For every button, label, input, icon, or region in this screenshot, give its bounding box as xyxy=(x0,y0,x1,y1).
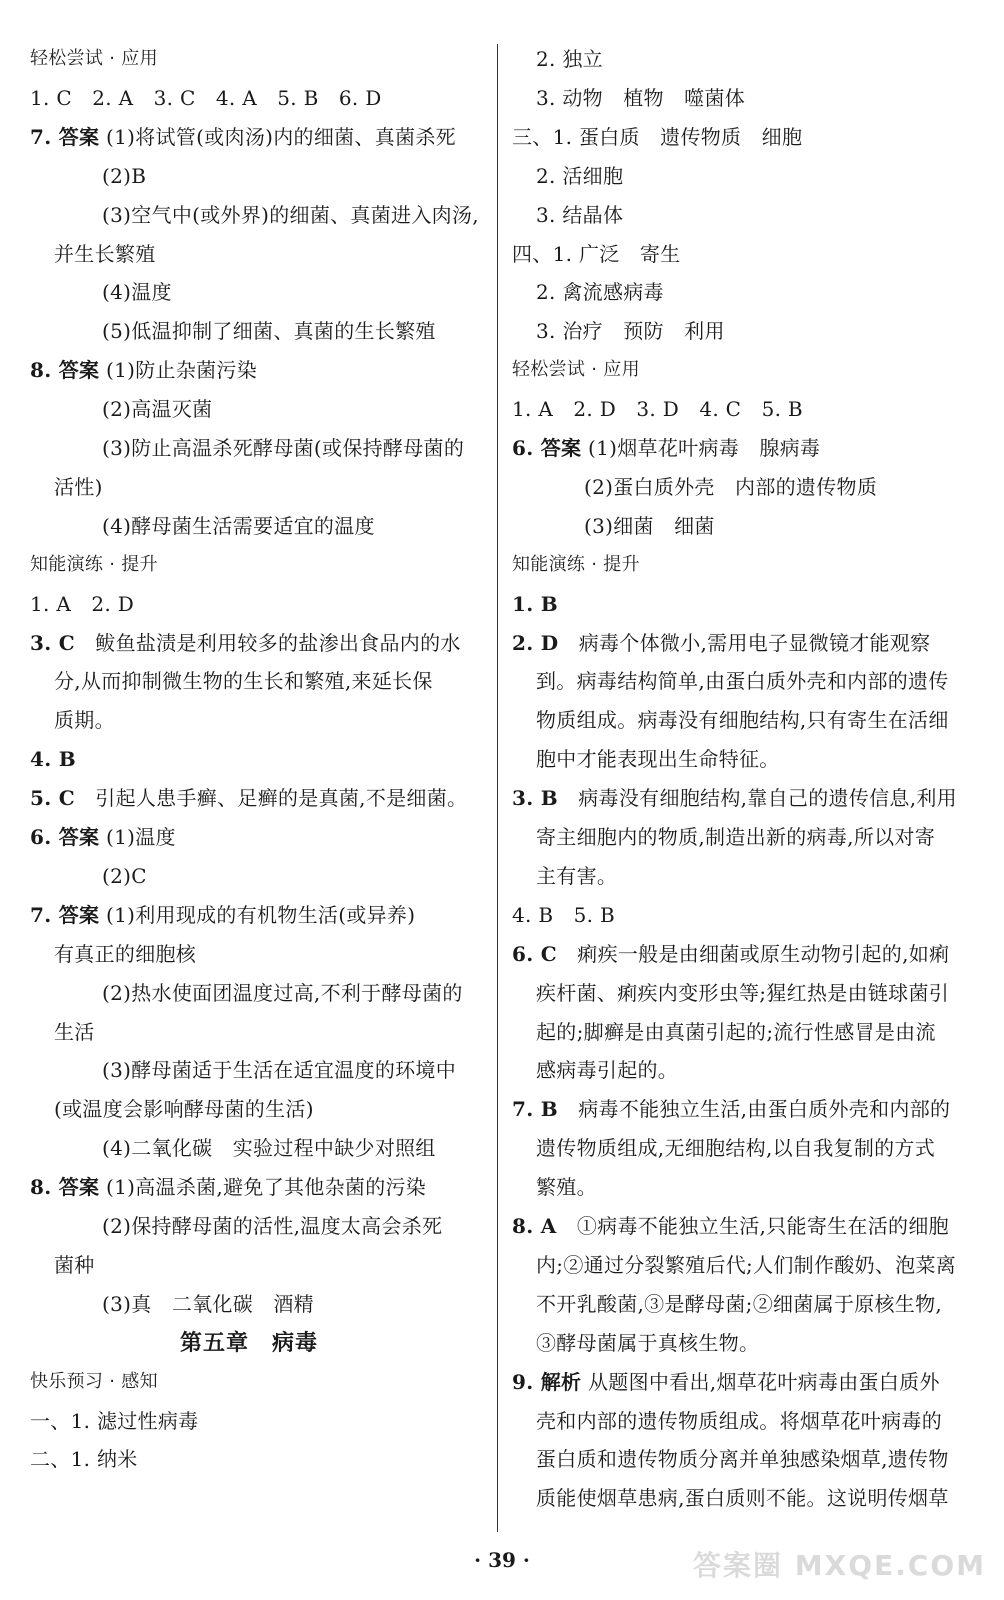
answer-line xyxy=(536,157,623,195)
answer-line xyxy=(102,429,464,467)
line-text: (1)利用现成的有机物生活(或异养) xyxy=(99,902,416,927)
question-number: 1. B xyxy=(512,591,558,616)
watermark: 答案圈 MXQE.COM xyxy=(693,1549,986,1582)
answer-line xyxy=(536,1285,942,1323)
line-text: (4)温度 xyxy=(102,280,172,305)
line-text: 2. 禽流感病毒 xyxy=(536,280,664,305)
line-text: 感病毒引起的。 xyxy=(536,1058,679,1083)
line-text: 痢疾一般是由细菌或原生动物引起的,如痢 xyxy=(556,941,950,966)
answer-line xyxy=(536,1129,935,1167)
question-number: 6. C xyxy=(512,941,557,966)
section-heading xyxy=(512,351,640,389)
line-text: (2)B xyxy=(102,163,147,188)
column-divider xyxy=(497,44,498,1532)
line-text: 胞中才能表现出生命特征。 xyxy=(536,747,780,772)
answer-line xyxy=(102,507,375,545)
answer-line xyxy=(536,273,664,311)
line-text: 分,从而抑制微生物的生长和繁殖,来延长保 xyxy=(54,669,433,694)
answer-line xyxy=(30,1440,138,1478)
line-text: 1. A 2. D xyxy=(30,591,135,616)
line-text: (或温度会影响酵母菌的生活) xyxy=(54,1097,314,1122)
line-text: 病毒不能独立生活,由蛋白质外壳和内部的 xyxy=(557,1097,951,1122)
line-text: (3)真 二氧化碳 酒精 xyxy=(102,1291,314,1316)
answer-line xyxy=(30,118,456,156)
answer-line xyxy=(102,1285,314,1323)
line-text: 从题图中看出,烟草花叶病毒由蛋白质外 xyxy=(581,1369,940,1394)
line-text: 3. 治疗 预防 利用 xyxy=(536,319,725,344)
answer-line xyxy=(54,1013,95,1051)
line-text: 病毒个体微小,需用电子显微镜才能观察 xyxy=(558,630,931,655)
line-text: 起的;脚癣是由真菌引起的;流行性感冒是由流 xyxy=(536,1019,936,1044)
answer-line xyxy=(584,468,877,506)
line-text: 一、1. 滤过性病毒 xyxy=(30,1408,199,1433)
answer-line xyxy=(54,1090,314,1128)
answer-line xyxy=(54,662,433,700)
line-text: 到。病毒结构简单,由蛋白质外壳和内部的遗传 xyxy=(536,669,949,694)
answer-line xyxy=(512,1207,949,1245)
answer-line xyxy=(30,740,76,778)
line-text: 并生长繁殖 xyxy=(54,241,156,266)
answer-line xyxy=(536,857,617,895)
question-number: 6. 答案 xyxy=(30,825,100,849)
line-text: ③酵母菌属于真核生物。 xyxy=(536,1330,760,1355)
line-text: 二、1. 纳米 xyxy=(30,1447,138,1472)
line-text: 2. 活细胞 xyxy=(536,163,624,188)
question-number: 6. 答案 xyxy=(512,436,582,460)
answer-line xyxy=(54,701,115,739)
line-text: 遗传物质组成,无细胞结构,以自我复制的方式 xyxy=(536,1136,936,1161)
answer-line xyxy=(536,1324,759,1362)
answer-line xyxy=(512,624,930,662)
answer-line xyxy=(512,390,803,428)
answer-line xyxy=(512,1090,950,1128)
line-text: (5)低温抑制了细菌、真菌的生长繁殖 xyxy=(102,319,436,344)
line-text: ①病毒不能独立生活,只能寄生在活的细胞 xyxy=(556,1214,949,1238)
line-text: 1. C 2. A 3. C 4. A 5. B 6. D xyxy=(30,85,382,110)
answer-line xyxy=(30,779,467,817)
answer-line xyxy=(512,429,820,467)
line-text: 内;②通过分裂繁殖后代;人们制作酸奶、泡菜离 xyxy=(536,1252,957,1277)
answer-line xyxy=(30,896,415,934)
line-text: 引起人患手癣、足癣的是真菌,不是细菌。 xyxy=(74,786,468,811)
line-text: 轻松尝试 · 应用 xyxy=(512,359,640,381)
answer-line xyxy=(512,585,558,623)
line-text: 物质组成。病毒没有细胞结构,只有寄生在活细 xyxy=(536,708,949,733)
answer-line xyxy=(54,1246,95,1284)
line-text: (2)C xyxy=(102,863,147,888)
answer-line xyxy=(30,79,382,117)
line-text: (2)热水使面团温度过高,不利于酵母菌的 xyxy=(102,980,463,1005)
answer-line xyxy=(102,157,146,195)
answer-line xyxy=(512,896,615,934)
line-text: (1)将试管(或肉汤)内的细菌、真菌杀死 xyxy=(99,124,456,149)
answer-line xyxy=(536,818,935,856)
line-text: 蛋白质和遗传物质分离并单独感染烟草,遗传物 xyxy=(536,1447,949,1472)
line-text: 3. 结晶体 xyxy=(536,202,624,227)
answer-line xyxy=(536,740,780,778)
line-text: 质期。 xyxy=(54,708,115,733)
line-text: 壳和内部的遗传物质组成。将烟草花叶病毒的 xyxy=(536,1408,942,1433)
answer-line xyxy=(512,935,949,973)
line-text: (1)防止杂菌污染 xyxy=(99,358,258,383)
answer-line xyxy=(102,857,147,895)
answer-line xyxy=(30,351,257,389)
line-text: 主有害。 xyxy=(536,863,618,888)
answer-line xyxy=(30,1402,198,1440)
line-text: 疾杆菌、痢疾内变形虫等;猩红热是由链球菌引 xyxy=(536,980,950,1005)
answer-line xyxy=(536,701,949,739)
line-text: 质能使烟草患病,蛋白质则不能。这说明传烟草 xyxy=(536,1486,949,1511)
line-text: 知能演练 · 提升 xyxy=(512,553,640,575)
line-text: (3)防止高温杀死酵母菌(或保持酵母菌的 xyxy=(102,436,465,460)
line-text: 有真正的细胞核 xyxy=(54,941,197,966)
line-text: (1)高温杀菌,避免了其他杂菌的污染 xyxy=(99,1175,427,1200)
answer-line xyxy=(536,40,603,78)
answer-line xyxy=(30,818,176,856)
line-text: (2)蛋白质外壳 内部的遗传物质 xyxy=(584,474,878,499)
line-text: 生活 xyxy=(54,1019,95,1044)
line-text: 三、1. 蛋白质 遗传物质 细胞 xyxy=(512,124,803,149)
answer-line xyxy=(30,624,461,662)
answer-line xyxy=(536,79,745,117)
line-text: 不开乳酸菌,③是酵母菌;②细菌属于原核生物, xyxy=(536,1291,943,1316)
section-heading xyxy=(30,1363,158,1401)
question-number: 5. C xyxy=(30,786,75,811)
line-text: (1)温度 xyxy=(99,825,176,849)
answer-line xyxy=(512,779,957,817)
question-number: 7. 答案 xyxy=(30,902,100,927)
answer-line xyxy=(536,662,949,700)
question-number: 7. 答案 xyxy=(30,124,100,149)
line-text: (2)保持酵母菌的活性,温度太高会杀死 xyxy=(102,1214,443,1238)
answer-line xyxy=(54,235,156,273)
line-text: 寄主细胞内的物质,制造出新的病毒,所以对寄 xyxy=(536,825,936,849)
section-heading xyxy=(30,546,158,584)
question-number: 8. A xyxy=(512,1214,557,1238)
answer-line xyxy=(512,118,802,156)
line-text: (3)细菌 细菌 xyxy=(584,513,715,538)
question-number: 9. 解析 xyxy=(512,1369,582,1394)
line-text: 四、1. 广泛 寄生 xyxy=(512,241,681,266)
answer-line xyxy=(536,312,725,350)
answer-line xyxy=(102,390,212,428)
line-text: 知能演练 · 提升 xyxy=(30,553,158,575)
question-number: 7. B xyxy=(512,1097,558,1122)
line-text: 4. B 5. B xyxy=(512,902,615,927)
answer-line xyxy=(584,507,715,545)
line-text: 3. 动物 植物 噬菌体 xyxy=(536,85,746,110)
answer-line xyxy=(512,1363,940,1401)
answer-line xyxy=(512,235,680,273)
answer-line xyxy=(102,312,436,350)
section-heading xyxy=(30,40,158,78)
chapter-title: 第五章 病毒 xyxy=(180,1330,319,1356)
question-number: 8. 答案 xyxy=(30,1175,100,1200)
question-number: 8. 答案 xyxy=(30,358,100,383)
line-text: (2)高温灭菌 xyxy=(102,397,213,422)
answer-line xyxy=(536,1440,949,1478)
question-number: 3. B xyxy=(512,786,558,811)
question-number: 3. C xyxy=(30,630,75,655)
answer-line xyxy=(102,1129,436,1167)
line-text: 快乐预习 · 感知 xyxy=(30,1370,158,1392)
answer-line xyxy=(102,273,172,311)
line-text: (4)酵母菌生活需要适宜的温度 xyxy=(102,513,375,538)
answer-line xyxy=(536,1013,936,1051)
answer-line xyxy=(536,974,949,1012)
line-text: (3)酵母菌适于生活在适宜温度的环境中 xyxy=(102,1058,457,1083)
line-text: 轻松尝试 · 应用 xyxy=(30,48,158,69)
answer-line xyxy=(30,1168,426,1206)
line-text: 菌种 xyxy=(54,1252,95,1277)
line-text: (1)烟草花叶病毒 腺病毒 xyxy=(581,436,821,460)
answer-line xyxy=(102,1051,456,1089)
line-text: (3)空气中(或外界)的细菌、真菌进入肉汤, xyxy=(102,202,479,227)
answer-line xyxy=(536,196,623,234)
line-text: 病毒没有细胞结构,靠自己的遗传信息,利用 xyxy=(557,786,957,811)
page-number: · 39 · xyxy=(474,1548,530,1572)
answer-line xyxy=(102,196,479,234)
answer-line xyxy=(30,585,134,623)
question-number: 2. D xyxy=(512,630,559,655)
question-number: 4. B xyxy=(30,747,76,772)
line-text: 1. A 2. D 3. D 4. C 5. B xyxy=(512,397,803,422)
line-text: 活性) xyxy=(54,474,103,499)
answer-line xyxy=(536,1051,678,1089)
answer-line xyxy=(54,468,103,506)
answer-line xyxy=(536,1479,949,1517)
answer-line xyxy=(54,935,196,973)
section-heading xyxy=(512,546,640,584)
answer-line xyxy=(536,1168,597,1206)
line-text: 繁殖。 xyxy=(536,1175,597,1200)
line-text: 鲅鱼盐渍是利用较多的盐渗出食品内的水 xyxy=(74,630,461,655)
line-text: 2. 独立 xyxy=(536,47,603,71)
answer-line xyxy=(536,1402,942,1440)
answer-line xyxy=(536,1246,956,1284)
line-text: (4)二氧化碳 实验过程中缺少对照组 xyxy=(102,1136,436,1161)
answer-line xyxy=(102,974,463,1012)
answer-line xyxy=(102,1207,442,1245)
